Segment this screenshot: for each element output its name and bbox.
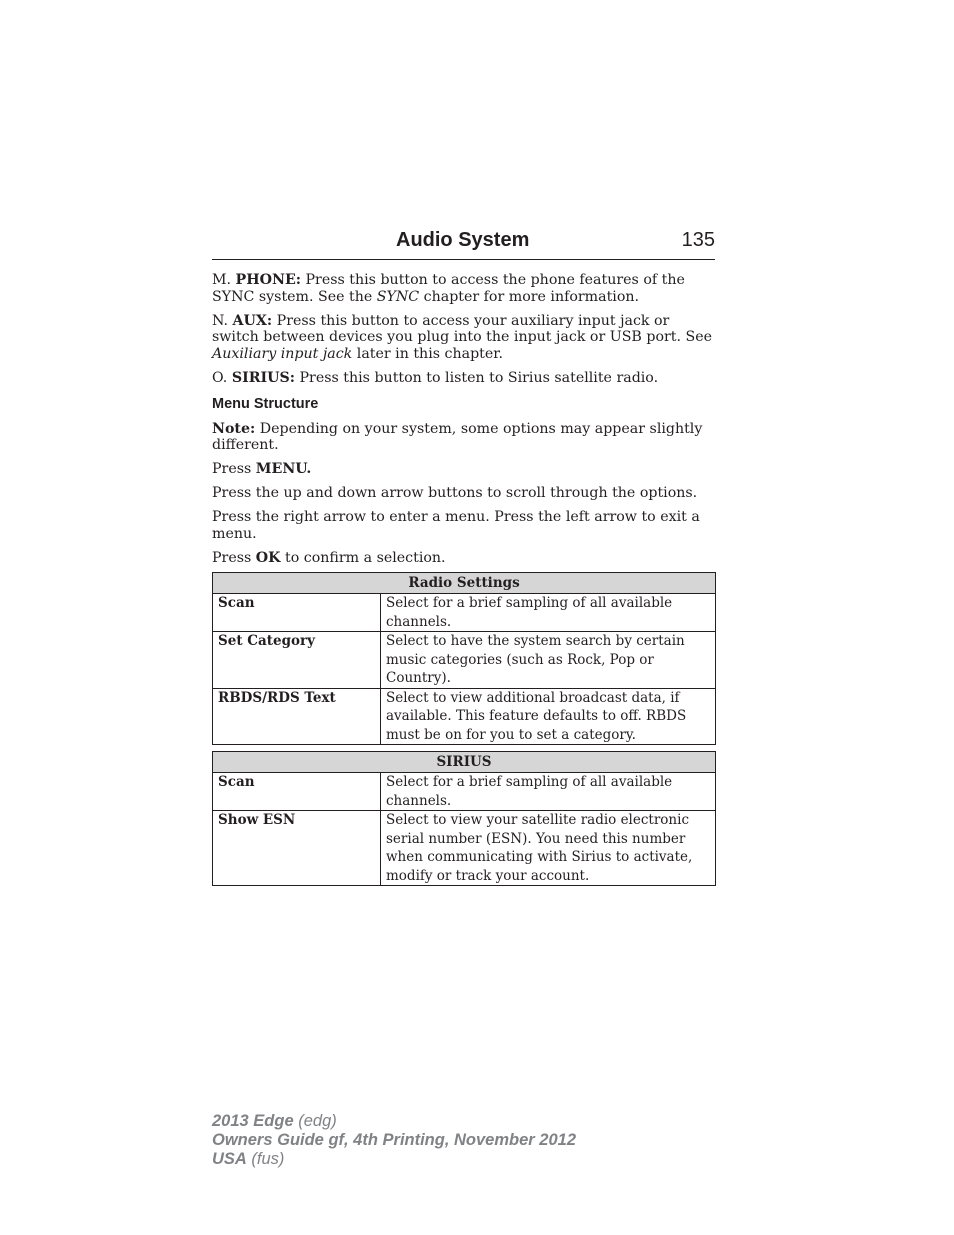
description-cell: Select to view your satellite radio electronic serial number (ESN). You need this number when communicating with Sirius to activate, modify or track your account.: [381, 811, 716, 886]
table-row: [213, 773, 716, 811]
menu-structure-heading: Menu Structure: [212, 396, 319, 412]
note-label: Note:: [212, 420, 256, 437]
table-row: [213, 594, 716, 632]
list-marker: M.: [212, 272, 236, 288]
market-name: USA: [212, 1150, 247, 1168]
model-name: 2013 Edge: [212, 1112, 294, 1130]
description-cell: Select for a brief sampling of all available channels.: [381, 594, 716, 632]
page-number: 135: [681, 229, 715, 251]
enter-exit-paragraph: Press the right arrow to enter a menu. Press the left arrow to exit a menu.: [212, 509, 700, 542]
table-title: SIRIUS: [213, 752, 716, 773]
footer-line-market: [212, 1150, 576, 1169]
phone-label: PHONE:: [235, 272, 301, 288]
aux-reference: Auxiliary input jack: [212, 345, 353, 362]
table-row: [213, 811, 716, 886]
table-header-row: [213, 573, 716, 594]
page-footer: [212, 1112, 576, 1169]
model-code: (edg): [293, 1112, 337, 1130]
phone-paragraph: [212, 272, 715, 305]
footer-line-guide: [212, 1131, 576, 1150]
menu-label: MENU.: [255, 461, 312, 477]
sirius-text: Press this button to listen to Sirius satellite radio.: [295, 369, 659, 386]
sync-reference: SYNC: [376, 288, 420, 305]
sirius-paragraph: [212, 370, 715, 387]
table-title: Radio Settings: [213, 573, 716, 594]
description-cell: Select for a brief sampling of all available channels.: [381, 773, 716, 811]
radio-settings-table: [212, 572, 716, 745]
note-text: Depending on your system, some options may appear slightly different.: [212, 420, 703, 453]
table-header-row: [213, 752, 716, 773]
manual-page: [212, 229, 715, 892]
feature-cell: Set Category: [213, 632, 381, 689]
feature-cell: Scan: [213, 773, 381, 811]
section-title: Audio System: [396, 229, 530, 251]
confirm-text: to confirm a selection.: [280, 549, 446, 566]
ok-label: OK: [255, 549, 281, 566]
press-ok-paragraph: [212, 550, 715, 567]
description-cell: Select to have the system search by certain music categories (such as Rock, Pop or Country).: [381, 632, 716, 689]
scroll-paragraph: Press the up and down arrow buttons to scroll through the options.: [212, 485, 698, 501]
feature-cell: RBDS/RDS Text: [213, 688, 381, 745]
page-content: [212, 272, 715, 886]
list-marker: O.: [212, 369, 232, 386]
aux-text-end: later in this chapter.: [352, 345, 503, 362]
note-paragraph: [212, 421, 715, 454]
table-row: [213, 632, 716, 689]
aux-label: AUX:: [232, 312, 273, 329]
guide-info: Owners Guide gf, 4th Printing, November 2012: [212, 1131, 576, 1149]
aux-text: Press this button to access your auxiliary input jack or switch between devices you plug into the input jack or USB port. See: [212, 312, 713, 345]
sirius-table: [212, 751, 716, 886]
phone-text-end: chapter for more information.: [419, 288, 640, 305]
list-marker: N.: [212, 312, 233, 329]
feature-cell: Scan: [213, 594, 381, 632]
feature-cell: Show ESN: [213, 811, 381, 886]
sirius-label: SIRIUS:: [231, 369, 295, 386]
footer-line-model: [212, 1112, 576, 1131]
page-header: [212, 229, 715, 260]
press-text: Press: [212, 461, 256, 477]
press-text: Press: [212, 549, 256, 566]
market-code: (fus): [246, 1150, 285, 1168]
press-menu-paragraph: [212, 461, 715, 478]
description-cell: Select to view additional broadcast data, if available. This feature defaults to off. RBDS must be on for you to set a category.: [381, 688, 716, 745]
table-row: [213, 688, 716, 745]
phone-text: Press this button to access the phone features of the SYNC system. See the: [212, 272, 685, 305]
aux-paragraph: [212, 313, 715, 363]
